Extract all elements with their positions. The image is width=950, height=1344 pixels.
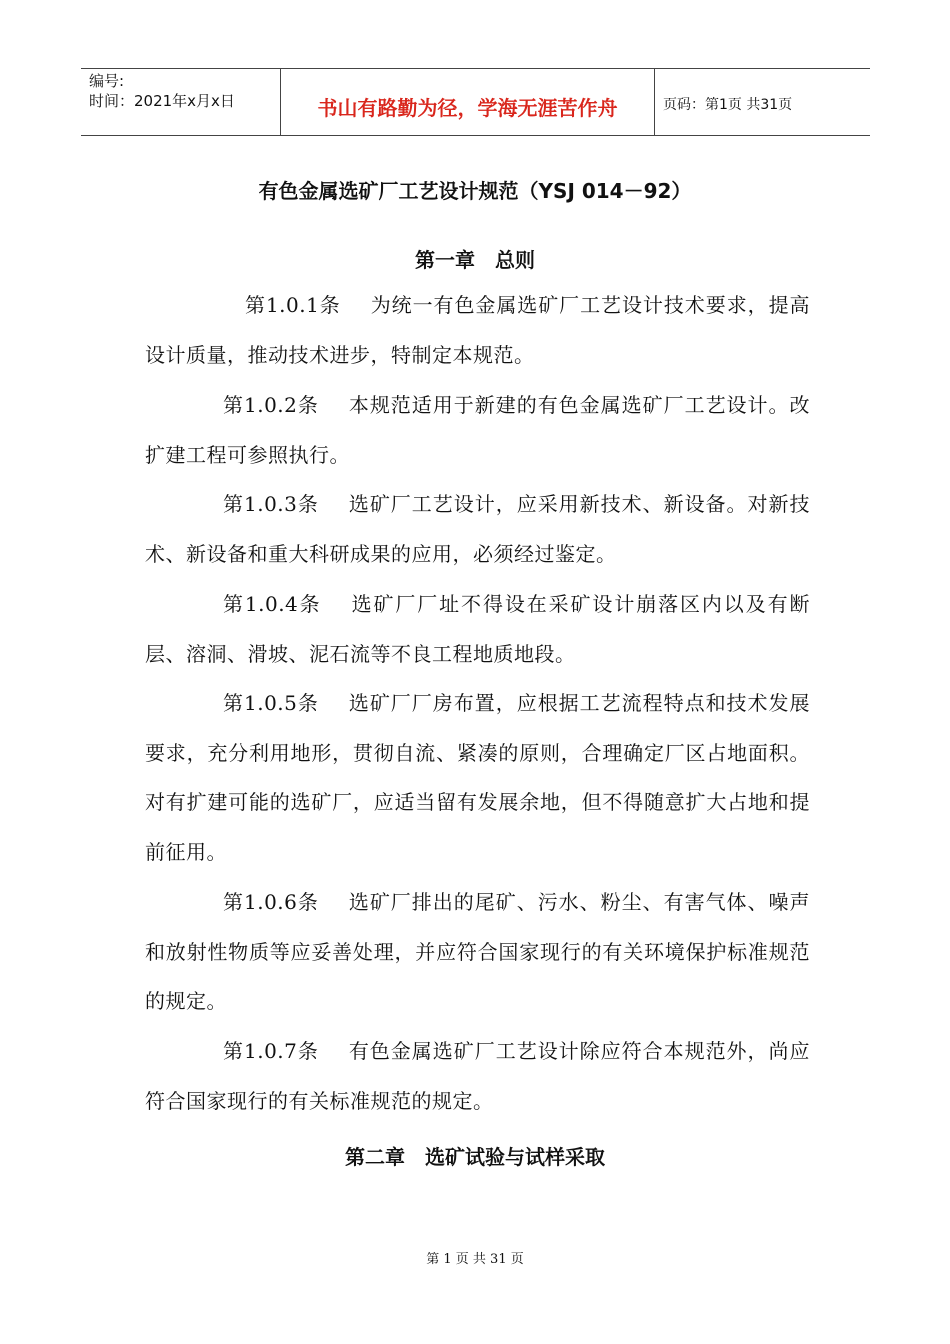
article-text: 选矿厂工艺设计，应采用新技术、新设备。对新技术、新设备和重大科研成果的应用，必须经过鉴定。 [145,492,811,566]
header-page-info: 页码：第1页 共31页 [663,97,793,113]
article-text: 有色金属选矿厂工艺设计除应符合本规范外，尚应符合国家现行的有关标准规范的规定。 [145,1039,811,1113]
chapter-heading-1: 第一章 总则 [415,248,535,272]
document-header [81,68,870,136]
article-2 [145,381,810,480]
article-5 [145,679,810,877]
article-number: 第1.0.4条 [223,592,322,616]
page-footer: 第 1 页 共 31 页 [426,1252,524,1267]
article-text: 选矿厂厂房布置，应根据工艺流程特点和技术发展要求，充分利用地形，贯彻自流、紧凑的原则，合理确定厂区占地面积。对有扩建可能的选矿厂，应适当留有发展余地，但不得随意扩大占地和提前征用。 [145,691,811,864]
article-number: 第1.0.1条 [245,293,341,317]
article-6 [145,878,810,1027]
article-number: 第1.0.6条 [223,890,319,914]
article-1 [145,281,810,380]
code-label: 编号: [89,72,125,90]
article-3 [145,480,810,579]
chapter-heading-2: 第二章 选矿试验与试样采取 [345,1145,605,1169]
article-text: 本规范适用于新建的有色金属选矿厂工艺设计。改扩建工程可参照执行。 [145,393,811,467]
article-4 [145,580,810,679]
article-text: 为统一有色金属选矿厂工艺设计技术要求，提高设计质量，推动技术进步，特制定本规范。 [145,293,811,367]
header-motto: 书山有路勤为径，学海无涯苦作舟 [281,69,655,135]
article-text: 选矿厂厂址不得设在采矿设计崩落区内以及有断层、溶洞、滑坡、泥石流等不良工程地质地段。 [145,592,810,666]
time-label: 时间：2021年x月x日 [89,92,235,110]
header-meta [81,69,281,135]
article-number: 第1.0.5条 [223,691,319,715]
article-7 [145,1027,810,1126]
article-number: 第1.0.3条 [223,492,319,516]
article-number: 第1.0.2条 [223,393,319,417]
document-title: 有色金属选矿厂工艺设计规范（YSJ 014－92） [258,179,692,203]
article-number: 第1.0.7条 [223,1039,319,1063]
article-text: 选矿厂排出的尾矿、污水、粉尘、有害气体、噪声和放射性物质等应妥善处理，并应符合国家现行的有关环境保护标准规范的规定。 [145,890,811,1013]
